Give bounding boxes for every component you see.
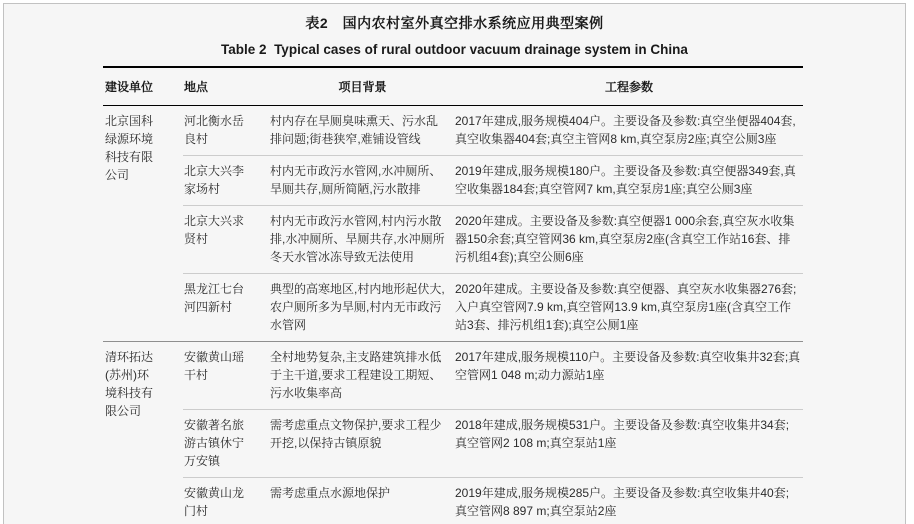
table-title-zh: 表2 国内农村室外真空排水系统应用典型案例 — [305, 15, 604, 31]
background-cell: 村内存在旱厕臭味熏天、污水乱排问题;街巷狭窄,难铺设管线 — [270, 114, 439, 146]
location-cell: 黑龙江七台河四新村 — [183, 274, 270, 342]
background-cell: 村内无市政污水管网,水冲厕所、旱厕共存,厕所简陋,污水散排 — [270, 156, 455, 206]
cases-table — [103, 66, 803, 524]
header-company: 建设单位 — [105, 80, 154, 94]
parameters-cell: 2017年建成,服务规模110户。主要设备及参数:真空收集井32套;真空管网1 048 m;动力源站1座 — [455, 342, 803, 410]
header-location: 地点 — [184, 80, 209, 94]
table-title-en: Table 2 Typical cases of rural outdoor vacuum drainage system in China — [221, 42, 688, 57]
background-cell: 全村地势复杂,主支路建筑排水低于主干道,要求工程建设工期短、污水收集率高 — [270, 342, 455, 410]
table-row — [103, 342, 803, 410]
background-cell: 需考虑重点水源地保护 — [270, 478, 455, 524]
header-row — [103, 67, 803, 106]
table-header — [103, 67, 803, 106]
table-row — [103, 106, 803, 156]
table-row — [103, 156, 803, 206]
table-row — [103, 410, 803, 478]
parameters-cell: 2017年建成,服务规模404户。主要设备及参数:真空坐便器404套,真空收集器404套;真空主管网8 km,真空泵房2座;真空公厕3座 — [455, 114, 796, 146]
location-cell: 安徽黄山瑶干村 — [183, 342, 270, 410]
background-cell: 典型的高寒地区,村内地形起伏大,农户厕所多为旱厕,村内无市政污水管网 — [270, 274, 455, 342]
location-cell: 安徽著名旅游古镇休宁万安镇 — [183, 410, 270, 478]
parameters-cell: 2019年建成,服务规模180户。主要设备及参数:真空便器349套,真空收集器184套;真空管网7 km,真空泵房1座;真空公厕3座 — [455, 156, 803, 206]
document-page — [3, 3, 906, 524]
parameters-cell: 2019年建成,服务规模285户。主要设备及参数:真空收集井40套;真空管网8 897 m;真空泵站2座 — [455, 478, 803, 524]
table-row — [103, 274, 803, 342]
background-cell: 村内无市政污水管网,村内污水散排,水冲厕所、旱厕共存,水冲厕所冬天水管冰冻导致无法使用 — [270, 206, 455, 274]
location-cell: 北京大兴李家场村 — [183, 156, 270, 206]
table-row — [103, 206, 803, 274]
location-cell: 河北衡水岳良村 — [184, 114, 245, 146]
parameters-cell: 2018年建成,服务规模531户。主要设备及参数:真空收集井34套;真空管网2 108 m;真空泵站1座 — [455, 410, 803, 478]
location-cell: 北京大兴求贤村 — [183, 206, 270, 274]
company-cell: 北京国科绿源环境科技有限公司 — [105, 114, 154, 182]
table-row — [103, 478, 803, 524]
parameters-cell: 2020年建成。主要设备及参数:真空便器、真空灰水收集器276套;入户真空管网7.9 km,真空管网13.9 km,真空泵房1座(含真空工作站3套、排污机组1套);真空公厕1座 — [455, 274, 803, 342]
location-cell: 安徽黄山龙门村 — [183, 478, 270, 524]
company-cell: 清环拓达(苏州)环境科技有限公司 — [103, 342, 183, 524]
header-background: 项目背景 — [338, 80, 387, 94]
table-body — [103, 106, 803, 524]
header-params: 工程参数 — [604, 80, 653, 94]
background-cell: 需考虑重点文物保护,要求工程少开挖,以保持古镇原貌 — [270, 410, 455, 478]
parameters-cell: 2020年建成。主要设备及参数:真空便器1 000余套,真空灰水收集器150余套;真空管网36 km,真空泵房2座(含真空工作站16套、排污机组4套);真空公厕6座 — [455, 206, 803, 274]
